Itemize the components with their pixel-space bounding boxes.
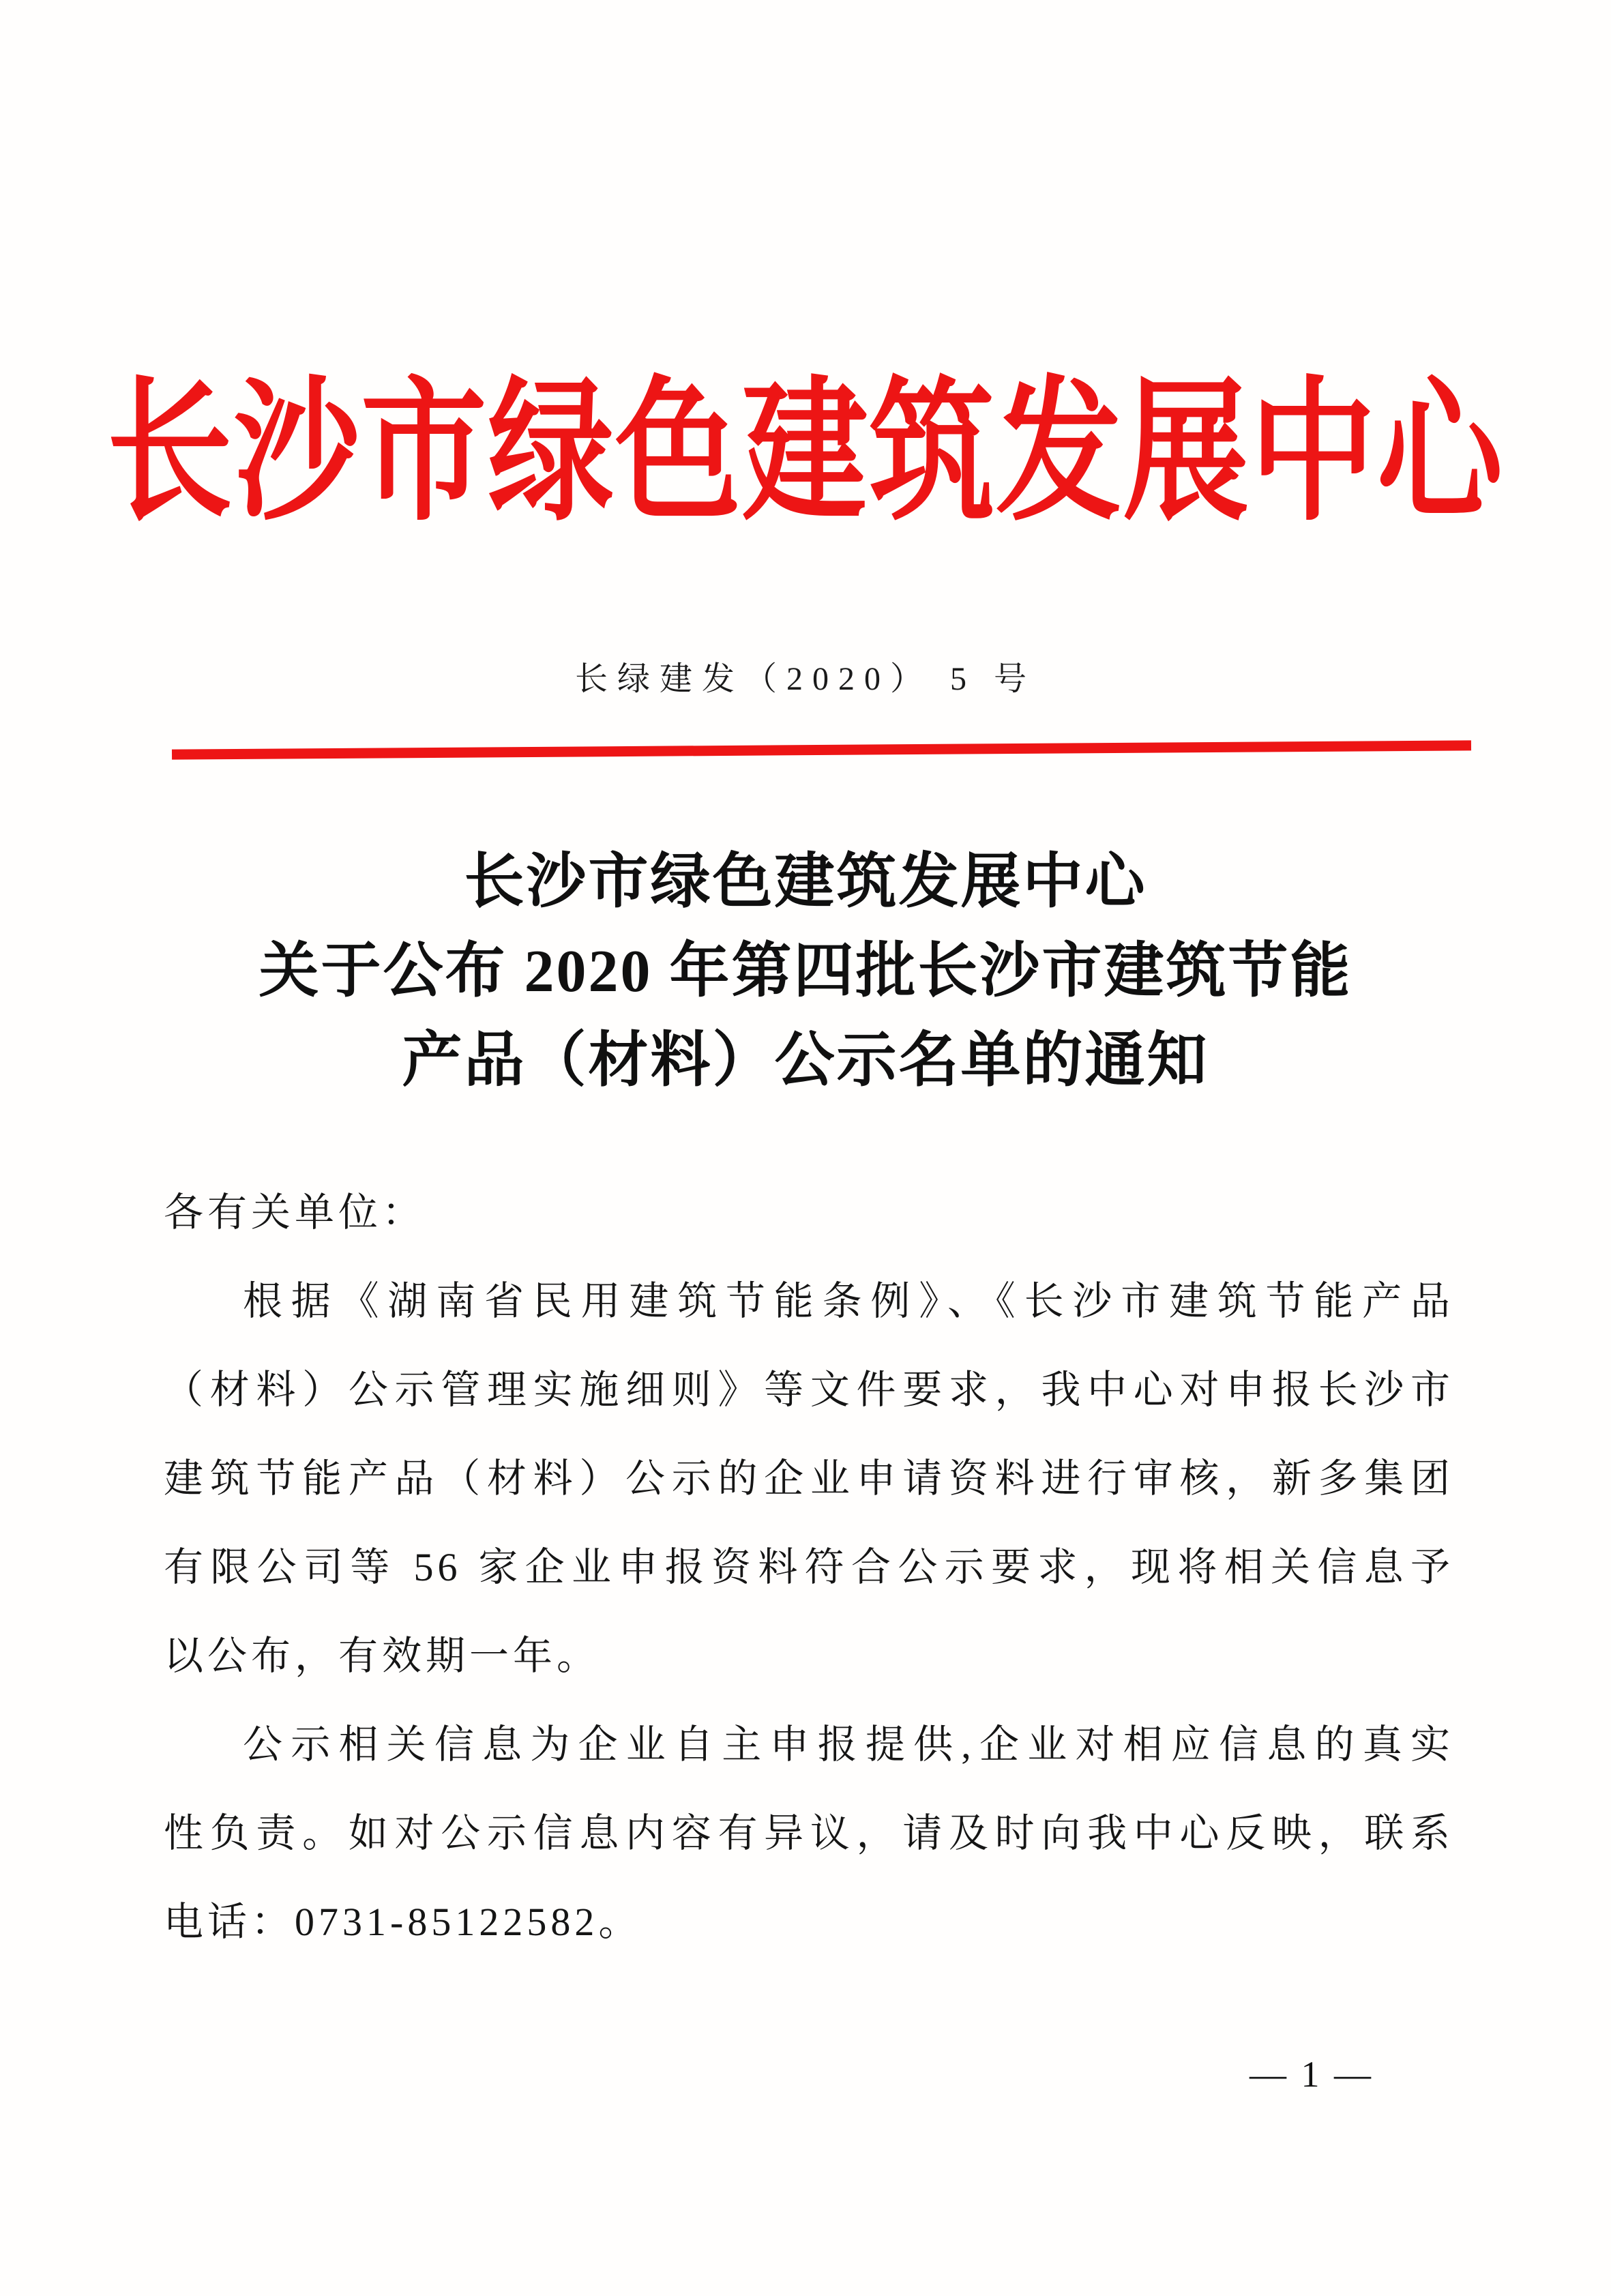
paragraph-2-line-2: 性负责。如对公示信息内容有异议，请及时向我中心反映，联系 bbox=[164, 1811, 1454, 1855]
body-text bbox=[164, 1168, 1454, 1967]
paragraph-1-line-1: 根据《湖南省民用建筑节能条例》、《长沙市建筑节能产品 bbox=[243, 1279, 1454, 1323]
page-number: — 1 — bbox=[1250, 2054, 1374, 2095]
salutation: 各有关单位： bbox=[164, 1190, 426, 1235]
paragraph-1-line-5: 以公布，有效期一年。 bbox=[164, 1634, 601, 1678]
notice-title-line-3: 产品（材料）公示名单的通知 bbox=[402, 1028, 1209, 1094]
paragraph-2-line-3: 电话：0731-85122582。 bbox=[164, 1900, 642, 1944]
notice-title-line-1: 长沙市绿色建筑发展中心 bbox=[464, 849, 1147, 915]
letterhead-title-text: 长沙市绿色建筑发展中心 bbox=[106, 368, 1505, 540]
paragraph-1-line-2: （材料）公示管理实施细则》等文件要求，我中心对申报长沙市 bbox=[164, 1368, 1454, 1412]
letterhead-title bbox=[0, 368, 1611, 540]
paragraph-2-line-1: 公示相关信息为企业自主申报提供,企业对相应信息的真实 bbox=[243, 1722, 1454, 1767]
notice-title bbox=[0, 838, 1611, 1106]
document-number: 长绿建发（2020） 5 号 bbox=[574, 661, 1036, 697]
paragraph-1-line-4: 有限公司等 56 家企业申报资料符合公示要求，现将相关信息予 bbox=[164, 1545, 1454, 1589]
paragraph-1-line-3: 建筑节能产品（材料）公示的企业申请资料进行审核，新多集团 bbox=[164, 1456, 1454, 1501]
notice-title-line-2: 关于公布 2020 年第四批长沙市建筑节能 bbox=[258, 939, 1353, 1005]
red-divider-rule bbox=[172, 740, 1471, 759]
